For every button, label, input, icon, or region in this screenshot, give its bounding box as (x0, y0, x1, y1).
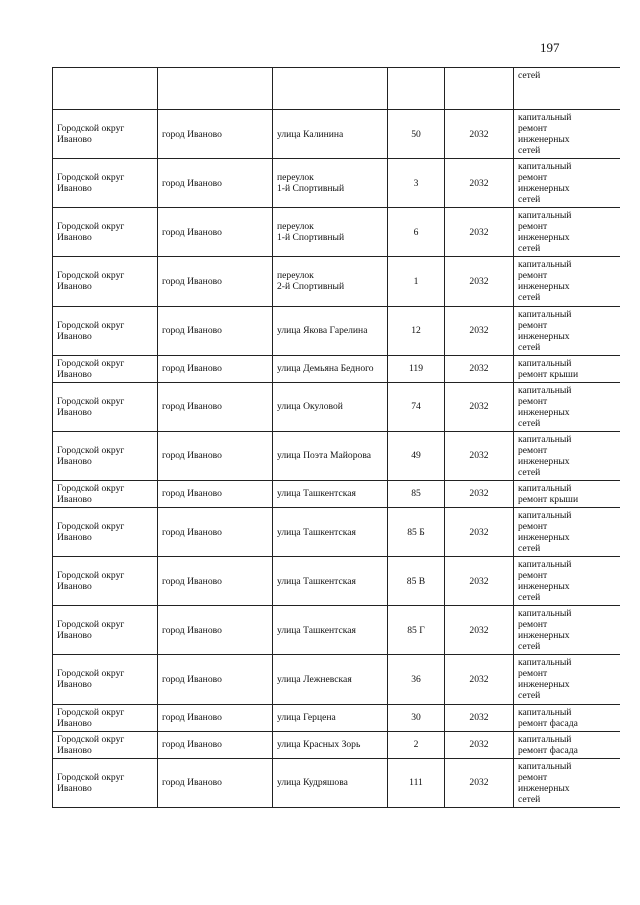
empty-cell (273, 68, 388, 110)
work-type-cell: капитальный ремонт инженерных сетей (514, 431, 621, 480)
table-row (53, 606, 621, 655)
city-cell: город Иваново (158, 704, 273, 731)
year-cell: 2032 (445, 257, 514, 306)
municipality-cell: Городской округ Иваново (53, 382, 158, 431)
table-row (53, 257, 621, 306)
table-row (53, 355, 621, 382)
house-number-cell: 36 (388, 655, 445, 704)
year-cell: 2032 (445, 306, 514, 355)
work-type-cell: капитальный ремонт инженерных сетей (514, 758, 621, 807)
work-type-cell: капитальный ремонт инженерных сетей (514, 606, 621, 655)
municipality-cell: Городской округ Иваново (53, 480, 158, 507)
work-type-cell: капитальный ремонт фасада (514, 704, 621, 731)
street-cell: улица Поэта Майорова (273, 431, 388, 480)
street-cell: улица Красных Зорь (273, 731, 388, 758)
work-type-cell: капитальный ремонт фасада (514, 731, 621, 758)
table-row-continued (53, 68, 621, 110)
street-cell: улица Ташкентская (273, 480, 388, 507)
municipality-cell: Городской округ Иваново (53, 208, 158, 257)
page-number: 197 (540, 40, 560, 55)
year-cell: 2032 (445, 355, 514, 382)
year-cell: 2032 (445, 110, 514, 159)
city-cell: город Иваново (158, 382, 273, 431)
street-cell: улица Ташкентская (273, 606, 388, 655)
empty-cell (445, 68, 514, 110)
work-type-cell: капитальный ремонт инженерных сетей (514, 208, 621, 257)
street-cell: улица Ташкентская (273, 508, 388, 557)
house-number-cell: 74 (388, 382, 445, 431)
empty-cell (158, 68, 273, 110)
municipality-cell: Городской округ Иваново (53, 655, 158, 704)
city-cell: город Иваново (158, 431, 273, 480)
municipality-cell: Городской округ Иваново (53, 704, 158, 731)
year-cell: 2032 (445, 508, 514, 557)
table-row (53, 731, 621, 758)
municipality-cell: Городской округ Иваново (53, 606, 158, 655)
year-cell: 2032 (445, 731, 514, 758)
house-number-cell: 6 (388, 208, 445, 257)
empty-cell (53, 68, 158, 110)
city-cell: город Иваново (158, 606, 273, 655)
city-cell: город Иваново (158, 355, 273, 382)
table-row (53, 431, 621, 480)
city-cell: город Иваново (158, 110, 273, 159)
year-cell: 2032 (445, 655, 514, 704)
table-row (53, 306, 621, 355)
year-cell: 2032 (445, 704, 514, 731)
house-number-cell: 30 (388, 704, 445, 731)
city-cell: город Иваново (158, 508, 273, 557)
street-cell: улица Кудряшова (273, 758, 388, 807)
table-row (53, 704, 621, 731)
year-cell: 2032 (445, 431, 514, 480)
municipality-cell: Городской округ Иваново (53, 355, 158, 382)
table-row (53, 758, 621, 807)
house-number-cell: 85 Г (388, 606, 445, 655)
city-cell: город Иваново (158, 306, 273, 355)
street-cell: переулок 1-й Спортивный (273, 159, 388, 208)
municipality-cell: Городской округ Иваново (53, 257, 158, 306)
house-number-cell: 119 (388, 355, 445, 382)
year-cell: 2032 (445, 557, 514, 606)
municipality-cell: Городской округ Иваново (53, 557, 158, 606)
table-row (53, 480, 621, 507)
street-cell: улица Герцена (273, 704, 388, 731)
street-cell: переулок 1-й Спортивный (273, 208, 388, 257)
table-row (53, 208, 621, 257)
house-number-cell: 50 (388, 110, 445, 159)
work-type-cell: капитальный ремонт инженерных сетей (514, 306, 621, 355)
table-row (53, 655, 621, 704)
house-number-cell: 3 (388, 159, 445, 208)
work-type-cell: капитальный ремонт инженерных сетей (514, 655, 621, 704)
table-row (53, 110, 621, 159)
municipality-cell: Городской округ Иваново (53, 758, 158, 807)
repair-schedule-table (52, 67, 620, 808)
street-cell: переулок 2-й Спортивный (273, 257, 388, 306)
city-cell: город Иваново (158, 257, 273, 306)
year-cell: 2032 (445, 480, 514, 507)
work-type-cell: капитальный ремонт инженерных сетей (514, 257, 621, 306)
work-type-cell: капитальный ремонт инженерных сетей (514, 382, 621, 431)
street-cell: улица Калинина (273, 110, 388, 159)
house-number-cell: 12 (388, 306, 445, 355)
empty-cell (388, 68, 445, 110)
municipality-cell: Городской округ Иваново (53, 306, 158, 355)
municipality-cell: Городской округ Иваново (53, 110, 158, 159)
work-type-cell: капитальный ремонт инженерных сетей (514, 557, 621, 606)
city-cell: город Иваново (158, 480, 273, 507)
house-number-cell: 1 (388, 257, 445, 306)
table-row (53, 557, 621, 606)
city-cell: город Иваново (158, 557, 273, 606)
year-cell: 2032 (445, 208, 514, 257)
municipality-cell: Городской округ Иваново (53, 431, 158, 480)
work-type-cell: капитальный ремонт крыши (514, 355, 621, 382)
street-cell: улица Окуловой (273, 382, 388, 431)
table-row (53, 382, 621, 431)
city-cell: город Иваново (158, 655, 273, 704)
work-type-cell: капитальный ремонт крыши (514, 480, 621, 507)
street-cell: улица Лежневская (273, 655, 388, 704)
work-type-cell: капитальный ремонт инженерных сетей (514, 110, 621, 159)
house-number-cell: 85 (388, 480, 445, 507)
street-cell: улица Якова Гарелина (273, 306, 388, 355)
municipality-cell: Городской округ Иваново (53, 731, 158, 758)
work-type-cell: капитальный ремонт инженерных сетей (514, 159, 621, 208)
city-cell: город Иваново (158, 159, 273, 208)
city-cell: город Иваново (158, 731, 273, 758)
municipality-cell: Городской округ Иваново (53, 159, 158, 208)
year-cell: 2032 (445, 758, 514, 807)
house-number-cell: 85 В (388, 557, 445, 606)
street-cell: улица Демьяна Бедного (273, 355, 388, 382)
city-cell: город Иваново (158, 208, 273, 257)
table-row (53, 508, 621, 557)
year-cell: 2032 (445, 382, 514, 431)
year-cell: 2032 (445, 159, 514, 208)
street-cell: улица Ташкентская (273, 557, 388, 606)
municipality-cell: Городской округ Иваново (53, 508, 158, 557)
work-type-cell: сетей (514, 68, 621, 110)
city-cell: город Иваново (158, 758, 273, 807)
house-number-cell: 49 (388, 431, 445, 480)
year-cell: 2032 (445, 606, 514, 655)
work-type-cell: капитальный ремонт инженерных сетей (514, 508, 621, 557)
house-number-cell: 85 Б (388, 508, 445, 557)
house-number-cell: 2 (388, 731, 445, 758)
house-number-cell: 111 (388, 758, 445, 807)
table-row (53, 159, 621, 208)
